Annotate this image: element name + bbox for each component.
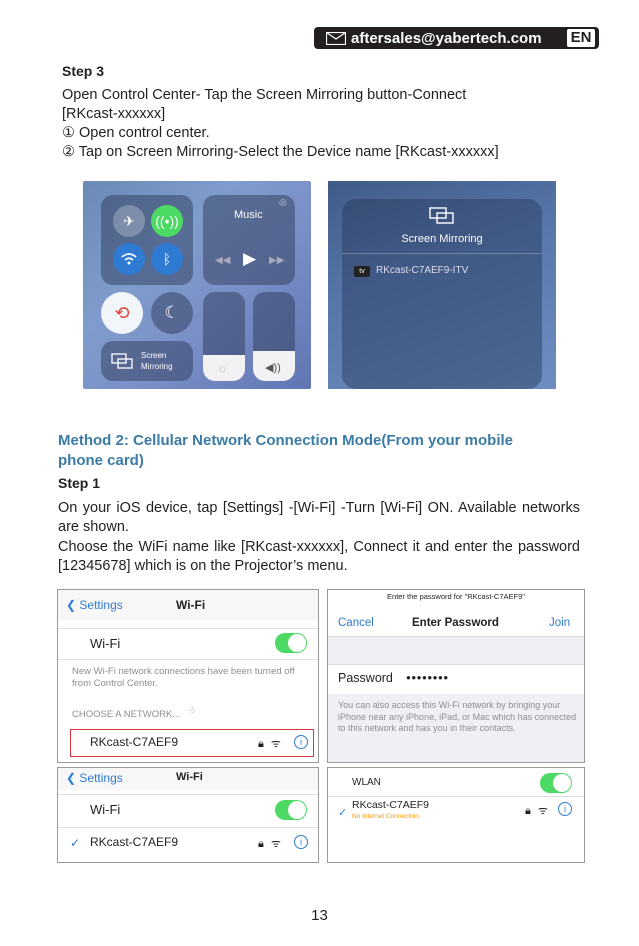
back-to-settings-link[interactable] bbox=[66, 598, 123, 612]
chevron-left-icon: ❮ bbox=[66, 771, 77, 785]
enter-password-title: Enter Password bbox=[412, 617, 499, 629]
lock-wifi-icons: 🔒︎ ᯤ bbox=[258, 838, 283, 850]
network-name: RKcast-C7AEF9 bbox=[90, 735, 179, 749]
wifi-toggle[interactable] bbox=[275, 800, 307, 820]
info-icon[interactable]: i bbox=[294, 835, 308, 849]
wifi-note: New Wi-Fi network connections have been turned off from Control Center. bbox=[72, 666, 295, 689]
wifi-settings-screenshot bbox=[57, 589, 319, 763]
screen-mirroring-label bbox=[141, 350, 173, 372]
method2-para1: On your iOS device, tap [Settings] -[Wi-Fi] -Turn [Wi-Fi] ON. Available networks are shown. bbox=[58, 500, 580, 535]
enter-password-screenshot bbox=[327, 589, 585, 763]
back-to-settings-link[interactable] bbox=[66, 771, 123, 785]
method2-step-title: Step 1 bbox=[58, 475, 101, 491]
method2-para2: Choose the WiFi name like [RKcast-xxxxxx], Connect it and enter the password [12345678] which is on the Projector’s menu. bbox=[58, 539, 580, 574]
step3-title: Step 3 bbox=[62, 63, 105, 79]
screen-mirroring-icon bbox=[111, 353, 133, 369]
wlan-title: WLAN bbox=[352, 777, 381, 788]
step3-instructions bbox=[62, 86, 582, 162]
wifi-connected-screenshot bbox=[57, 767, 319, 863]
join-button[interactable]: Join bbox=[549, 617, 571, 629]
password-note: You can also access this Wi-Fi network by bringing your iPhone near any iPhone, iPad, or Mac which has connected to this network and has you in their contacts. bbox=[338, 700, 577, 733]
brightness-icon: ☼ bbox=[217, 361, 228, 375]
info-icon[interactable]: i bbox=[294, 735, 308, 749]
rewind-icon: ◀◀ bbox=[215, 255, 231, 266]
play-icon: ▶ bbox=[243, 249, 257, 268]
back-label: Settings bbox=[79, 771, 123, 785]
mail-icon bbox=[326, 32, 346, 45]
wifi-screen-title: Wi-Fi bbox=[176, 771, 203, 783]
wifi-toggle-label: Wi-Fi bbox=[90, 636, 121, 651]
wifi-toggle[interactable] bbox=[275, 633, 307, 653]
language-badge: EN bbox=[567, 29, 595, 47]
brightness-slider[interactable] bbox=[203, 292, 245, 381]
apple-tv-icon: tv bbox=[354, 266, 370, 277]
step3-line2: [RKcast-xxxxxx] bbox=[62, 106, 166, 122]
chevron-left-icon: ❮ bbox=[66, 598, 77, 612]
control-center-screenshot bbox=[83, 181, 311, 389]
checkmark-icon: ✓ bbox=[70, 836, 81, 850]
step3-sub2: ② Tap on Screen Mirroring-Select the Device name [RKcast-xxxxxx] bbox=[62, 144, 499, 160]
screen-label-line1: Screen bbox=[141, 351, 167, 360]
method2-title bbox=[58, 431, 598, 471]
bluetooth-icon: ᛒ bbox=[151, 243, 183, 275]
method2-title-line2: phone card) bbox=[58, 452, 144, 469]
screen-mirroring-panel bbox=[328, 181, 556, 389]
airplane-icon: ✈ bbox=[113, 205, 145, 237]
password-hint: Enter the password for "RKcast-C7AEF9" bbox=[387, 592, 525, 601]
cellular-icon: ((•)) bbox=[151, 205, 183, 237]
support-email: aftersales@yabertech.com bbox=[351, 29, 542, 47]
wifi-icon bbox=[113, 243, 145, 275]
airplay-icon: ◎ bbox=[279, 197, 287, 207]
music-label: Music bbox=[234, 209, 263, 221]
volume-slider[interactable] bbox=[253, 292, 295, 381]
method2-title-line1: Method 2: Cellular Network Connection Mode(From your mobile bbox=[58, 432, 514, 449]
password-field-value: ●●●●●●●● bbox=[406, 673, 449, 682]
music-tile bbox=[203, 195, 295, 285]
page-number: 13 bbox=[311, 907, 328, 924]
mirror-panel-title: Screen Mirroring bbox=[401, 233, 483, 245]
rotation-lock-icon: ⟲ bbox=[101, 292, 143, 334]
connected-network-name[interactable]: RKcast-C7AEF9 bbox=[90, 835, 179, 849]
step3-line1: Open Control Center- Tap the Screen Mirroring button-Connect bbox=[62, 87, 467, 103]
connectivity-tile bbox=[101, 195, 193, 285]
screen-mirroring-button[interactable] bbox=[101, 341, 193, 381]
speaker-icon: ◀)) bbox=[265, 362, 281, 374]
forward-icon: ▶▶ bbox=[269, 255, 285, 266]
password-field-label: Password bbox=[338, 671, 393, 685]
wifi-toggle-label: Wi-Fi bbox=[90, 802, 121, 817]
support-email-header bbox=[314, 27, 599, 49]
back-label: Settings bbox=[79, 598, 123, 612]
wlan-screenshot bbox=[327, 767, 585, 863]
step3-sub1: ① Open control center. bbox=[62, 125, 210, 141]
loading-spinner-icon: ⁘ bbox=[188, 706, 197, 717]
wifi-screen-title: Wi-Fi bbox=[176, 598, 206, 612]
lock-wifi-icons: 🔒︎ ᯤ bbox=[525, 805, 550, 817]
mirror-device-name: RKcast-C7AEF9-ITV bbox=[376, 265, 469, 276]
no-internet-status: No Internet Connection bbox=[352, 813, 419, 820]
checkmark-icon: ✓ bbox=[338, 807, 348, 819]
cancel-button[interactable]: Cancel bbox=[338, 617, 374, 629]
mirror-device-item[interactable] bbox=[342, 261, 542, 283]
lock-wifi-icons: 🔒︎ ᯤ bbox=[258, 738, 283, 750]
choose-network-header: CHOOSE A NETWORK... bbox=[72, 709, 181, 720]
screen-label-line2: Mirroring bbox=[141, 362, 173, 371]
moon-icon: ☾ bbox=[151, 292, 193, 334]
wlan-toggle[interactable] bbox=[540, 773, 572, 793]
info-icon[interactable]: i bbox=[558, 802, 572, 816]
screen-mirroring-icon bbox=[429, 207, 455, 225]
wlan-network-name[interactable]: RKcast-C7AEF9 bbox=[352, 799, 430, 811]
